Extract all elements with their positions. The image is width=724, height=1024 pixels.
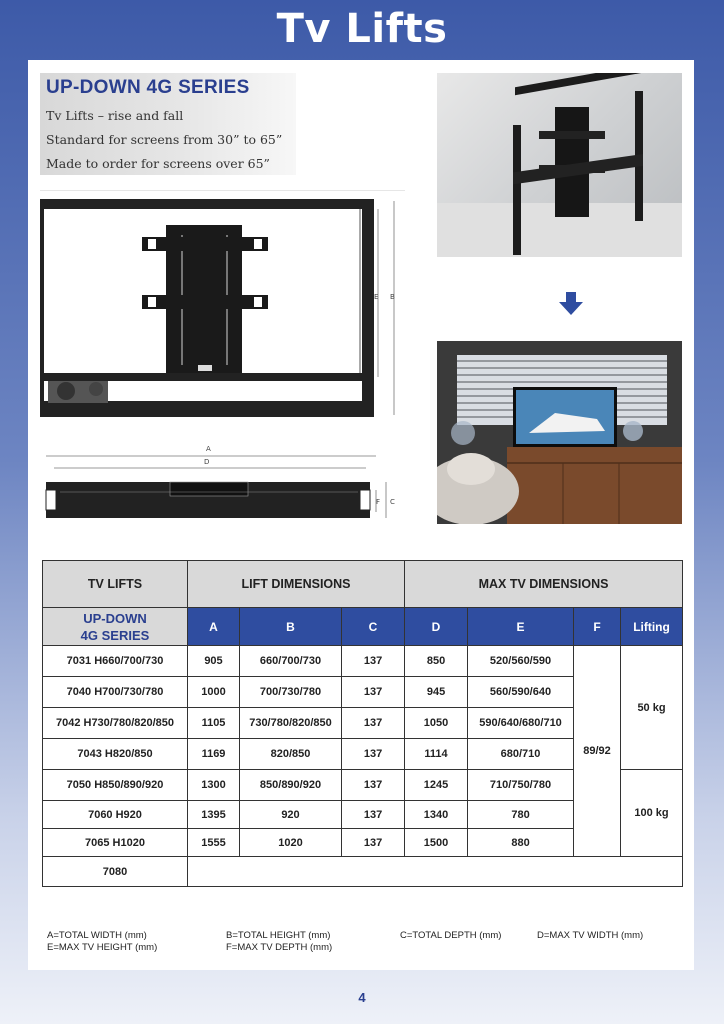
cell-c: 137 bbox=[342, 801, 405, 829]
header-max-tv-dimensions: MAX TV DIMENSIONS bbox=[405, 561, 683, 608]
series-title: UP-DOWN 4G SERIES bbox=[46, 77, 250, 98]
cell-model: 7080 bbox=[43, 857, 188, 887]
dim-label-c: C bbox=[390, 498, 395, 506]
specs-table bbox=[42, 560, 683, 887]
cell-d: 945 bbox=[405, 677, 468, 708]
cell-e: 710/750/780 bbox=[468, 770, 574, 801]
header-tv-lifts: TV LIFTS bbox=[43, 561, 188, 608]
cell-c: 137 bbox=[342, 770, 405, 801]
cell-model: 7043 H820/850 bbox=[43, 739, 188, 770]
header-col-e: E bbox=[468, 608, 574, 646]
content-panel bbox=[28, 60, 694, 970]
product-photo-room bbox=[437, 341, 682, 524]
legend-e: E=MAX TV HEIGHT (mm) bbox=[47, 942, 158, 953]
cell-d: 1500 bbox=[405, 829, 468, 857]
cell-empty bbox=[188, 857, 683, 887]
info-line-3: Made to order for screens over 65” bbox=[46, 156, 270, 171]
cell-model: 7040 H700/730/780 bbox=[43, 677, 188, 708]
cell-d: 1245 bbox=[405, 770, 468, 801]
dim-label-a: A bbox=[206, 445, 211, 453]
cell-model: 7065 H1020 bbox=[43, 829, 188, 857]
cell-d: 850 bbox=[405, 646, 468, 677]
cell-a: 1105 bbox=[188, 708, 240, 739]
cell-b: 920 bbox=[240, 801, 342, 829]
cell-a: 1555 bbox=[188, 829, 240, 857]
cell-e: 560/590/640 bbox=[468, 677, 574, 708]
header-lift-dimensions: LIFT DIMENSIONS bbox=[188, 561, 405, 608]
cell-b: 660/700/730 bbox=[240, 646, 342, 677]
header-col-lifting: Lifting bbox=[621, 608, 683, 646]
legend-a: A=TOTAL WIDTH (mm) bbox=[47, 930, 147, 941]
legend-d: D=MAX TV WIDTH (mm) bbox=[537, 930, 644, 941]
cell-b: 820/850 bbox=[240, 739, 342, 770]
cell-a: 1169 bbox=[188, 739, 240, 770]
header-series-line-1: UP-DOWN bbox=[83, 610, 147, 626]
cell-b: 730/780/820/850 bbox=[240, 708, 342, 739]
legend-f: F=MAX TV DEPTH (mm) bbox=[226, 942, 333, 953]
header-series bbox=[43, 608, 188, 646]
cell-model: 7031 H660/700/730 bbox=[43, 646, 188, 677]
front-view-drawing bbox=[38, 195, 408, 421]
cell-d: 1050 bbox=[405, 708, 468, 739]
cell-e: 880 bbox=[468, 829, 574, 857]
cell-c: 137 bbox=[342, 708, 405, 739]
page-title: Tv Lifts bbox=[276, 6, 448, 52]
cell-c: 137 bbox=[342, 829, 405, 857]
cell-e: 780 bbox=[468, 801, 574, 829]
dim-label-f: F bbox=[376, 498, 381, 506]
cell-b: 850/890/920 bbox=[240, 770, 342, 801]
cell-f-value: 89/92 bbox=[574, 646, 621, 857]
cell-b: 1020 bbox=[240, 829, 342, 857]
cell-d: 1340 bbox=[405, 801, 468, 829]
top-view-drawing bbox=[40, 440, 410, 530]
info-line-1: Tv Lifts – rise and fall bbox=[46, 108, 184, 123]
header-series-line-2: 4G SERIES bbox=[80, 627, 150, 643]
cell-c: 137 bbox=[342, 646, 405, 677]
dim-label-d: D bbox=[204, 458, 210, 466]
dim-label-e: E bbox=[374, 293, 379, 301]
header-col-b: B bbox=[240, 608, 342, 646]
cell-a: 1300 bbox=[188, 770, 240, 801]
cell-d: 1114 bbox=[405, 739, 468, 770]
cell-a: 1000 bbox=[188, 677, 240, 708]
info-line-2: Standard for screens from 30” to 65” bbox=[46, 132, 283, 147]
table-row bbox=[43, 857, 683, 887]
cell-e: 520/560/590 bbox=[468, 646, 574, 677]
cell-c: 137 bbox=[342, 739, 405, 770]
divider bbox=[40, 190, 405, 191]
legend-b: B=TOTAL HEIGHT (mm) bbox=[226, 930, 331, 941]
cell-model: 7042 H730/780/820/850 bbox=[43, 708, 188, 739]
header-col-d: D bbox=[405, 608, 468, 646]
cell-b: 700/730/780 bbox=[240, 677, 342, 708]
cell-e: 590/640/680/710 bbox=[468, 708, 574, 739]
header-col-a: A bbox=[188, 608, 240, 646]
cell-a: 905 bbox=[188, 646, 240, 677]
cell-model: 7050 H850/890/920 bbox=[43, 770, 188, 801]
legend-c: C=TOTAL DEPTH (mm) bbox=[400, 930, 502, 941]
table-row bbox=[43, 646, 683, 677]
cell-lifting-50: 50 kg bbox=[621, 646, 683, 770]
header-col-f: F bbox=[574, 608, 621, 646]
cell-c: 137 bbox=[342, 677, 405, 708]
arrow-down-icon bbox=[558, 290, 584, 316]
product-photo-lift-frame bbox=[437, 73, 682, 257]
cell-a: 1395 bbox=[188, 801, 240, 829]
cell-e: 680/710 bbox=[468, 739, 574, 770]
cell-model: 7060 H920 bbox=[43, 801, 188, 829]
cell-lifting-100: 100 kg bbox=[621, 770, 683, 857]
page-number: 4 bbox=[358, 990, 366, 1005]
dim-label-b: B bbox=[390, 293, 395, 301]
series-info-box bbox=[40, 73, 296, 175]
header-col-c: C bbox=[342, 608, 405, 646]
